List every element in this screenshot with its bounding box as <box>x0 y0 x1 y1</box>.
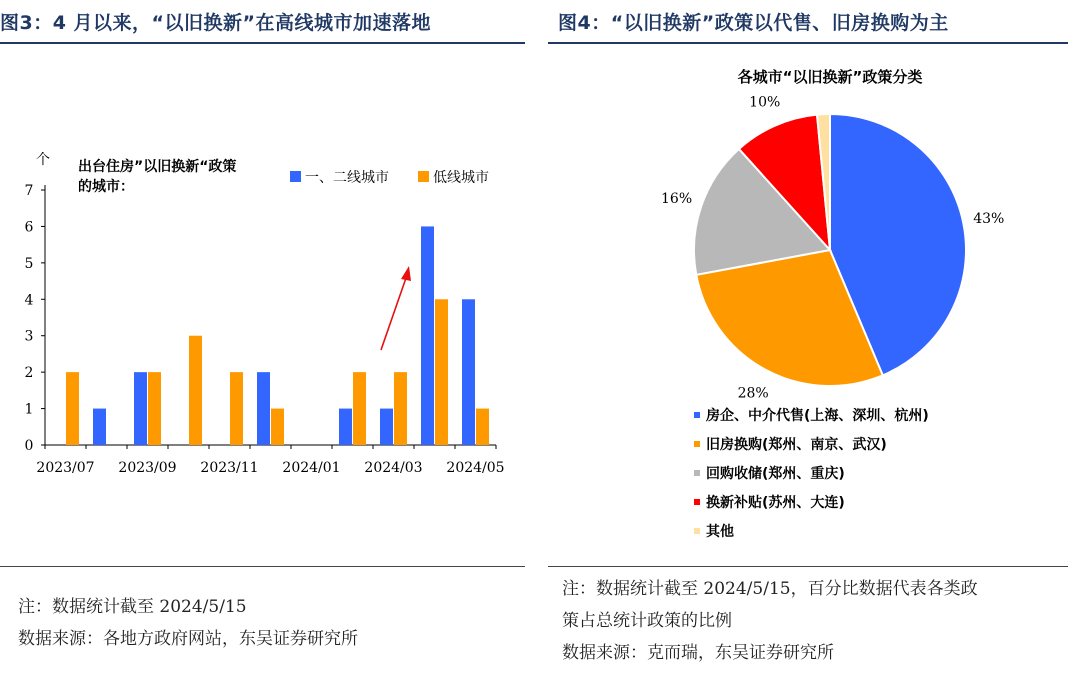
pie-pct-label: 10% <box>749 94 781 111</box>
right-note-line2: 策占总统计政策的比例 <box>562 611 732 631</box>
bar-chart-title-line2: 的城市： <box>78 179 134 195</box>
bar-lowtier-2023/12 <box>271 409 284 445</box>
pie-legend-swatch <box>694 441 700 447</box>
left-note: 注：数据统计截至 2024/5/15 <box>18 597 247 617</box>
trend-arrow <box>381 266 411 350</box>
bar-tier12-2023/12 <box>257 372 270 445</box>
bar-lowtier-2023/11 <box>230 372 243 445</box>
legend-label: 一、二线城市 <box>305 170 389 186</box>
left-figure-title: 图3：4 月以来，“以旧换新”在高线城市加速落地 <box>0 12 432 34</box>
y-tick-label: 1 <box>24 401 34 418</box>
pie-legend-label: 换新补贴(苏州、大连) <box>706 495 845 511</box>
bar-tier12-2024/02 <box>339 409 352 445</box>
bar-tier12-2024/04 <box>421 226 434 445</box>
bar-lowtier-2023/07 <box>66 372 79 445</box>
y-tick-label: 3 <box>24 328 34 345</box>
pie-legend-swatch <box>694 470 700 476</box>
y-tick-label: 4 <box>24 292 34 309</box>
bar-lowtier-2024/02 <box>353 372 366 445</box>
bar-tier12-2023/09 <box>134 372 147 445</box>
x-tick-label: 2024/05 <box>446 460 505 476</box>
y-unit-label: 个 <box>36 152 50 168</box>
bar-lowtier-2023/10 <box>189 336 202 445</box>
y-tick-label: 5 <box>24 255 34 272</box>
right-footer-rule <box>548 566 1068 567</box>
legend-swatch <box>290 171 301 182</box>
pie-pct-label: 43% <box>973 210 1005 227</box>
right-source: 数据来源：克而瑞，东吴证券研究所 <box>562 643 834 663</box>
pie-legend-swatch <box>694 412 700 418</box>
bar-lowtier-2024/05 <box>476 409 489 445</box>
right-title-rule <box>548 42 1068 44</box>
right-figure-title: 图4：“以旧换新”政策以代售、旧房换购为主 <box>558 12 949 34</box>
x-tick-label: 2024/01 <box>282 460 341 476</box>
pie-legend-label: 其他 <box>706 524 734 540</box>
left-source: 数据来源：各地方政府网站，东吴证券研究所 <box>18 629 358 649</box>
left-title-rule <box>0 42 525 44</box>
left-figure-panel <box>0 0 530 690</box>
x-tick-label: 2024/03 <box>364 460 423 476</box>
x-tick-label: 2023/09 <box>118 460 177 476</box>
y-tick-label: 2 <box>24 365 34 382</box>
bar-legend <box>290 169 489 186</box>
pie-legend-label: 回购收储(郑州、重庆) <box>706 466 845 482</box>
left-footer-rule <box>0 566 525 567</box>
pie-legend-label: 房企、中介代售(上海、深圳、杭州) <box>706 408 929 424</box>
bar-lowtier-2023/09 <box>148 372 161 445</box>
pie-legend-swatch <box>694 528 700 534</box>
legend-label: 低线城市 <box>433 170 489 186</box>
pie-legend <box>694 407 929 540</box>
bar-chart <box>0 140 530 620</box>
right-figure-panel <box>548 0 1080 690</box>
y-tick-label: 6 <box>24 219 34 236</box>
bar-tier12-2024/05 <box>462 299 475 445</box>
pie-chart <box>548 52 1080 552</box>
x-tick-label: 2023/07 <box>36 460 95 476</box>
pie-pct-label: 28% <box>737 385 769 402</box>
y-tick-label: 0 <box>24 438 34 454</box>
legend-swatch <box>418 171 429 182</box>
bar-lowtier-2024/04 <box>435 299 448 445</box>
bar-lowtier-2024/03 <box>394 372 407 445</box>
bar-tier12-2023/08 <box>93 409 106 445</box>
pie-chart-title: 各城市“以旧换新”政策分类 <box>737 68 923 86</box>
bar-tier12-2024/03 <box>380 409 393 445</box>
bar-chart-title-line1: 出台住房”以旧换新“政策 <box>78 159 237 175</box>
x-tick-label: 2023/11 <box>200 460 259 476</box>
pie-legend-swatch <box>694 499 700 505</box>
right-note-line1: 注：数据统计截至 2024/5/15，百分比数据代表各类政 <box>562 579 978 599</box>
pie-pct-label: 16% <box>661 190 693 207</box>
pie-legend-label: 旧房换购(郑州、南京、武汉) <box>706 437 887 453</box>
y-tick-label: 7 <box>24 183 34 199</box>
